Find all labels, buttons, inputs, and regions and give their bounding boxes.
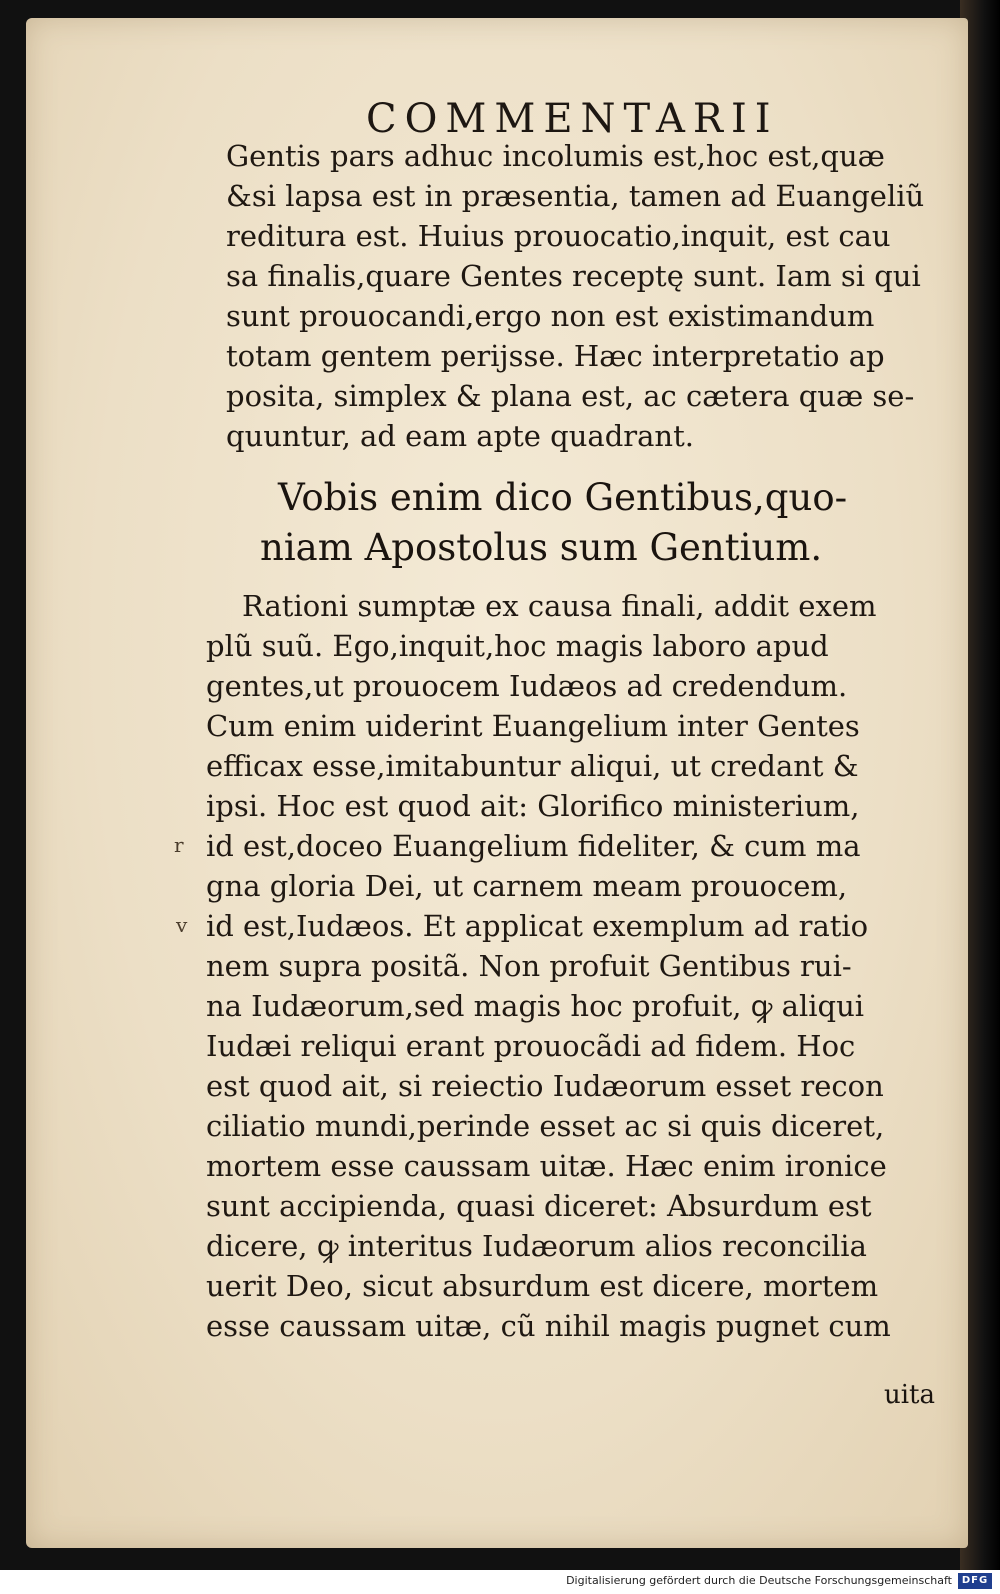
text-line: sunt accipienda, quasi diceret: Absurdum est — [206, 1189, 872, 1223]
text-line: sa finalis,quare Gentes receptę sunt. Iam si qui — [226, 259, 921, 293]
text-line: quuntur, ad eam apte quadrant. — [226, 419, 694, 453]
text-line: reditura est. Huius prouocatio,inquit, est cau — [226, 219, 891, 253]
book-page — [26, 18, 968, 1548]
text-line: Cum enim uiderint Euangelium inter Gentes — [206, 709, 860, 743]
text-line: dicere, ꝙ interitus Iudæorum alios reconcilia — [206, 1229, 867, 1263]
margin-mark: v — [176, 913, 188, 937]
text-line: plũ suũ. Ego,inquit,hoc magis laboro apud — [206, 629, 829, 663]
text-line: esse caussam uitæ, cũ nihil magis pugnet cum — [206, 1309, 891, 1343]
running-head: COMMENTARII — [366, 96, 779, 142]
text-line: uerit Deo, sicut absurdum est dicere, mortem — [206, 1269, 879, 1303]
lemma-heading-line: niam Apostolus sum Gentium. — [260, 526, 823, 569]
text-line: est quod ait, si reiectio Iudæorum esset recon — [206, 1069, 884, 1103]
text-line: ciliatio mundi,perinde esset ac si quis diceret, — [206, 1109, 885, 1143]
text-line: Gentis pars adhuc incolumis est,hoc est,quæ — [226, 139, 885, 173]
text-line: &si lapsa est in præsentia, tamen ad Euangeliũ — [226, 179, 925, 213]
text-line: Iudæi reliqui erant prouocãdi ad fidem. Hoc — [206, 1029, 856, 1063]
text-line: id est,doceo Euangelium fideliter, & cum ma — [206, 829, 861, 863]
catchword: uita — [884, 1380, 936, 1410]
text-line: Rationi sumptæ ex causa finali, addit exem — [242, 589, 877, 623]
text-line: mortem esse caussam uitæ. Hæc enim ironice — [206, 1149, 887, 1183]
margin-mark: r — [174, 833, 184, 857]
lemma-heading-line: Vobis enim dico Gentibus,quo- — [278, 476, 848, 519]
footer-bar — [0, 1570, 1000, 1594]
text-line: ipsi. Hoc est quod ait: Glorifico ministerium, — [206, 789, 860, 823]
text-line: posita, simplex & plana est, ac cætera quæ se- — [226, 379, 915, 413]
text-line: totam gentem perijsse. Hæc interpretatio ap — [226, 339, 885, 373]
text-line: sunt prouocandi,ergo non est existimandum — [226, 299, 875, 333]
text-line: efficax esse,imitabuntur aliqui, ut credant & — [206, 749, 859, 783]
text-line: gna gloria Dei, ut carnem meam prouocem, — [206, 869, 848, 903]
text-line: nem supra positã. Non profuit Gentibus rui- — [206, 949, 852, 983]
footer-credit: Digitalisierung gefördert durch die Deutsche Forschungsgemeinschaft — [566, 1574, 952, 1587]
text-line: na Iudæorum,sed magis hoc profuit, ꝙ aliqui — [206, 989, 865, 1023]
text-line: gentes,ut prouocem Iudæos ad credendum. — [206, 669, 848, 703]
text-line: id est,Iudæos. Et applicat exemplum ad ratio — [206, 909, 869, 943]
dfg-logo: DFG — [958, 1573, 992, 1589]
